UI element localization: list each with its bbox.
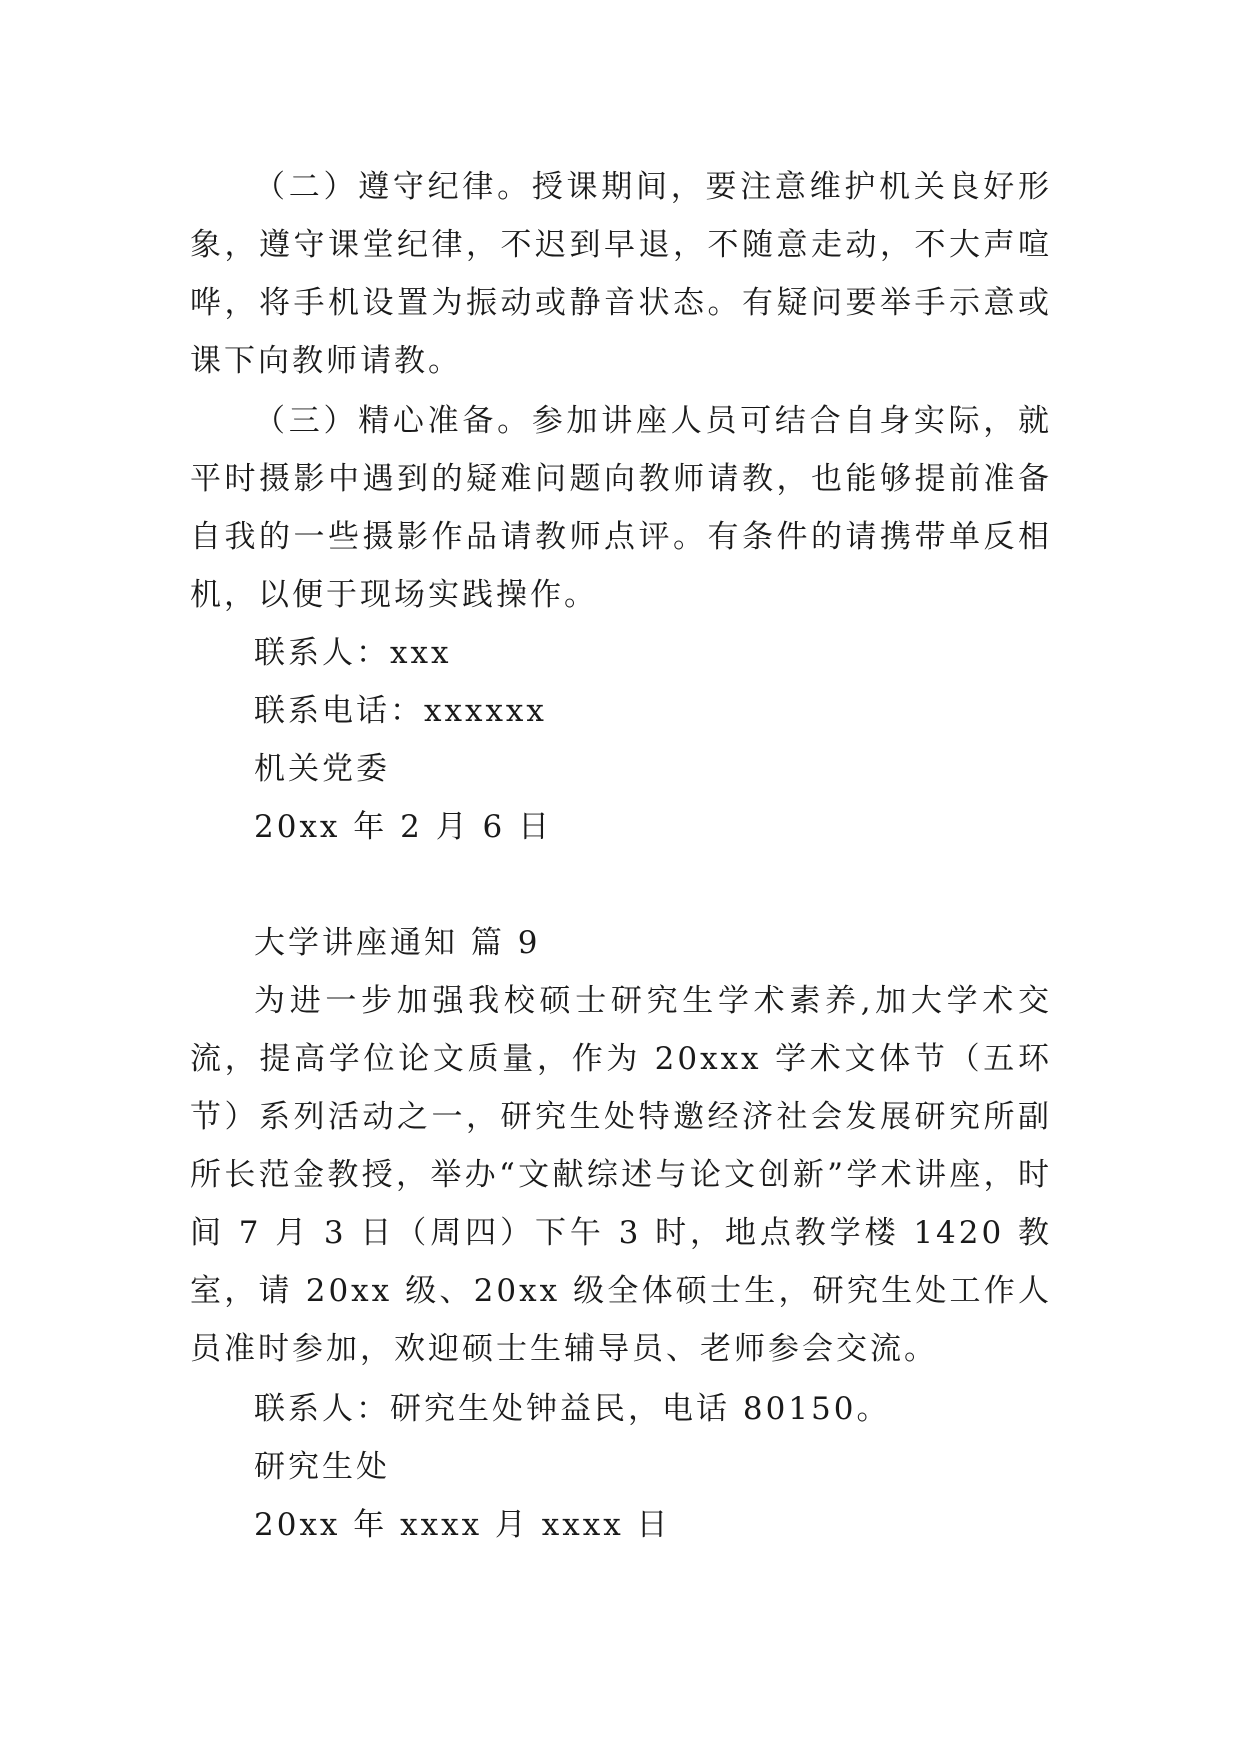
contact-person: 联系人：xxx: [254, 635, 452, 671]
notice-body-paragraph: 为进一步加强我校硕士研究生学术素养,加大学术交流，提高学位论文质量，作为 20xxx 学术文体节（五环节）系列活动之一，研究生处特邀经济社会发展研究所副所长范金教授，举办“文献综述与论文创新”学术讲座，时间 7 月 3 日（周四）下午 3 时，地点教学楼 1420 教室，请 20xx 级、20xx 级全体硕士生，研究生处工作人员准时参加，欢迎硕士生辅导员、老师参会交流。: [190, 983, 1052, 1367]
notice-contact: 联系人：研究生处钟益民，电话 80150。: [254, 1391, 891, 1427]
notice-org: 研究生处: [254, 1449, 390, 1485]
rule-2-paragraph: （二）遵守纪律。授课期间，要注意维护机关良好形象，遵守课堂纪律，不迟到早退，不随意走动，不大声喧哗，将手机设置为振动或静音状态。有疑问要举手示意或课下向教师请教。: [190, 169, 1052, 379]
rule-3-paragraph: （三）精心准备。参加讲座人员可结合自身实际，就平时摄影中遇到的疑难问题向教师请教，也能够提前准备自我的一些摄影作品请教师点评。有条件的请携带单反相机，以便于现场实践操作。: [190, 403, 1052, 613]
notice-date: 20xx 年 xxxx 月 xxxx 日: [254, 1507, 671, 1543]
signing-org: 机关党委: [254, 751, 390, 787]
contact-phone: 联系电话：xxxxxx: [254, 693, 547, 729]
section-heading: 大学讲座通知 篇 9: [254, 925, 541, 961]
signing-date: 20xx 年 2 月 6 日: [254, 809, 553, 845]
